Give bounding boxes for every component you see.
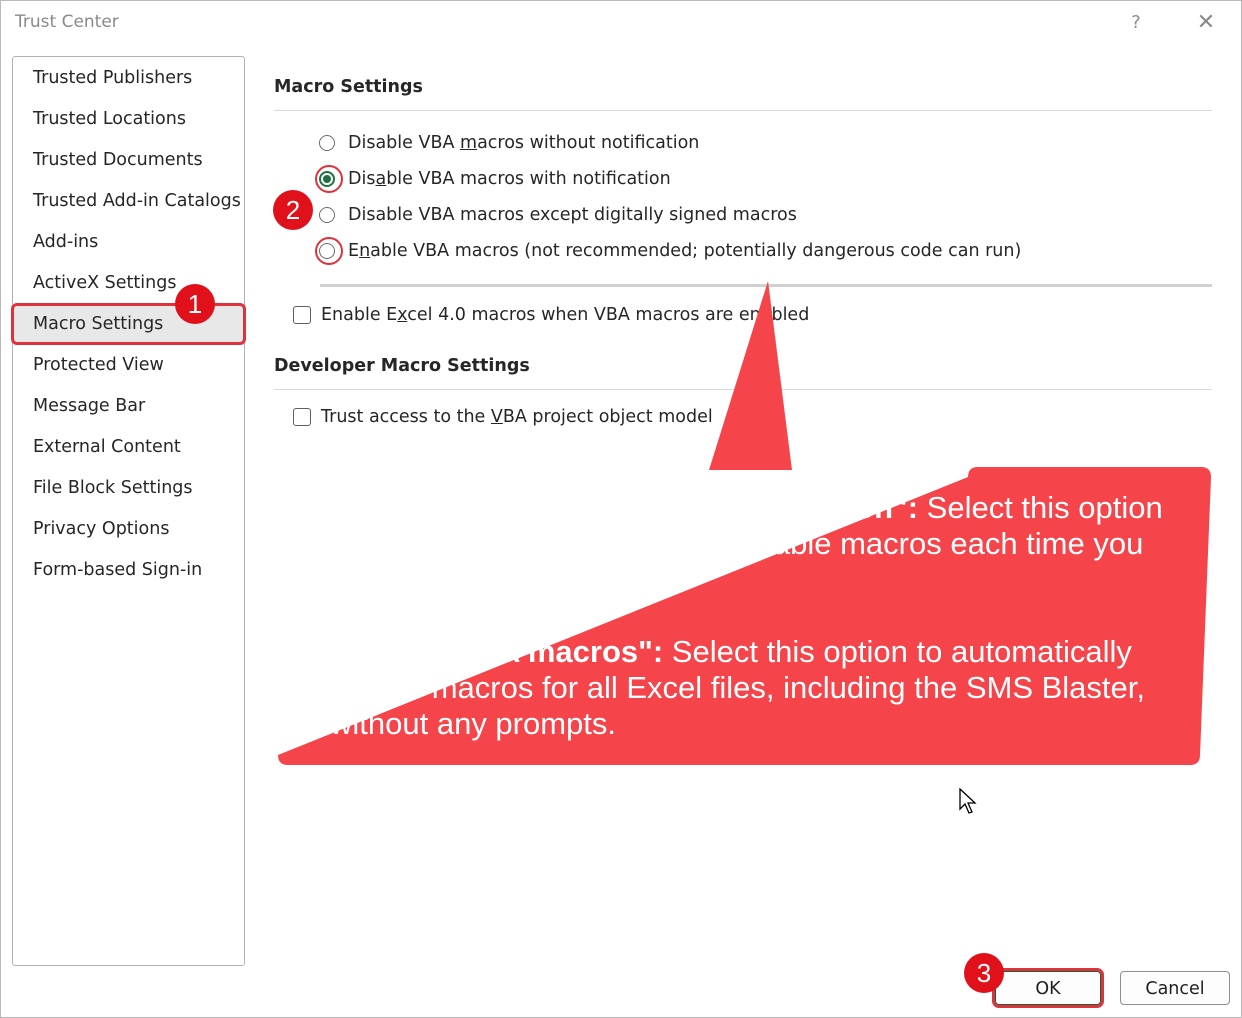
callout-text bbox=[330, 490, 1180, 742]
step-badge-1: 1 bbox=[175, 284, 215, 324]
checkbox-label: Enable Excel 4.0 macros when VBA macros are enabled bbox=[321, 305, 810, 325]
mouse-cursor-icon bbox=[959, 788, 979, 816]
sidebar-item-addins[interactable]: Add-ins bbox=[33, 232, 99, 252]
sidebar-item-form-based-sign-in[interactable]: Form-based Sign-in bbox=[33, 560, 203, 580]
radio-label: Disable VBA macros except digitally signed macros bbox=[348, 205, 797, 225]
callout-paragraph-1: "Disable VBA macros with notification": Select this option if you want to be prompted to enable macros each time you open the file. bbox=[330, 490, 1163, 597]
macro-settings-heading: Macro Settings bbox=[274, 77, 423, 97]
sidebar-item-trusted-addin-catalogs[interactable]: Trusted Add-in Catalogs bbox=[33, 191, 241, 211]
sidebar-item-macro-settings[interactable]: Macro Settings bbox=[14, 306, 243, 342]
sidebar-item-file-block-settings[interactable]: File Block Settings bbox=[33, 478, 193, 498]
developer-macro-settings-heading: Developer Macro Settings bbox=[274, 356, 530, 376]
sidebar-item-activex-settings[interactable]: ActiveX Settings bbox=[33, 273, 177, 293]
step-badge-3: 3 bbox=[964, 953, 1004, 993]
window-title: Trust Center bbox=[15, 12, 119, 32]
ok-button[interactable]: OK bbox=[995, 971, 1101, 1005]
callout-paragraph-2: "Enable VBA macros": Select this option to automatically enable macros for all Excel files, including the SMS Blaster, without any prompts. bbox=[330, 634, 1145, 741]
sidebar-item-protected-view[interactable]: Protected View bbox=[33, 355, 164, 375]
sidebar-item-privacy-options[interactable]: Privacy Options bbox=[33, 519, 170, 539]
sidebar-item-trusted-locations[interactable]: Trusted Locations bbox=[33, 109, 186, 129]
callout-pointer bbox=[709, 281, 792, 470]
radio-label: Disable VBA macros with notification bbox=[348, 169, 671, 189]
step-badge-2: 2 bbox=[273, 190, 313, 230]
radio-label: Disable VBA macros without notification bbox=[348, 133, 700, 153]
sidebar-item-external-content[interactable]: External Content bbox=[33, 437, 181, 457]
sidebar-item-trusted-publishers[interactable]: Trusted Publishers bbox=[33, 68, 193, 88]
sidebar-item-trusted-documents[interactable]: Trusted Documents bbox=[33, 150, 203, 170]
sidebar-item-message-bar[interactable]: Message Bar bbox=[33, 396, 146, 416]
help-button[interactable]: ? bbox=[1131, 12, 1141, 33]
cancel-button[interactable]: Cancel bbox=[1120, 971, 1230, 1005]
radio-label: Enable VBA macros (not recommended; potentially dangerous code can run) bbox=[348, 241, 1022, 261]
close-button[interactable]: ✕ bbox=[1196, 10, 1216, 35]
checkbox-label: Trust access to the VBA project object model bbox=[321, 407, 713, 427]
